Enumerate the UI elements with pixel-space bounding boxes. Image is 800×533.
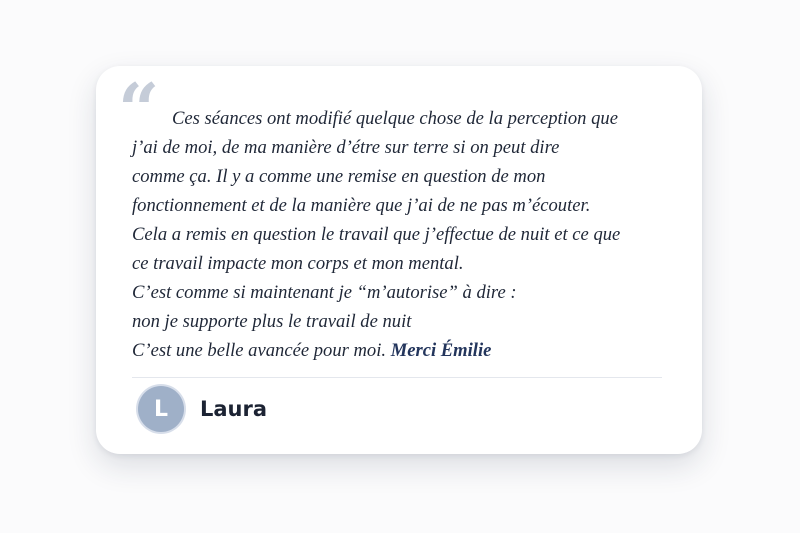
quote-line: ce travail impacte mon corps et mon mental. — [132, 253, 464, 274]
quote-line: Cela a remis en question le travail que j’effectue de nuit et ce que — [132, 224, 621, 245]
testimonial-card — [96, 66, 702, 454]
quote-line: comme ça. Il y a comme une remise en question de mon — [132, 166, 546, 187]
quote-mark-icon: “ — [118, 67, 160, 152]
quote-line-last — [132, 336, 672, 365]
testimonial-quote — [132, 104, 672, 365]
avatar: L — [138, 386, 184, 432]
quote-line: Ces séances ont modifié quelque chose de la perception que — [172, 108, 618, 129]
quote-line: j’ai de moi, de ma manière d’étre sur terre si on peut dire — [132, 137, 560, 158]
quote-line: fonctionnement et de la manière que j’ai de ne pas m’écouter. — [132, 195, 591, 216]
quote-line: C’est comme si maintenant je “m’autorise” à dire : — [132, 282, 517, 303]
quote-line-text: C’est une belle avancée pour moi. — [132, 340, 391, 361]
signoff: Merci Émilie — [390, 340, 492, 361]
author-name: Laura — [200, 397, 268, 421]
author — [138, 386, 267, 432]
quote-line: non je supporte plus le travail de nuit — [132, 311, 412, 332]
divider — [132, 377, 662, 378]
